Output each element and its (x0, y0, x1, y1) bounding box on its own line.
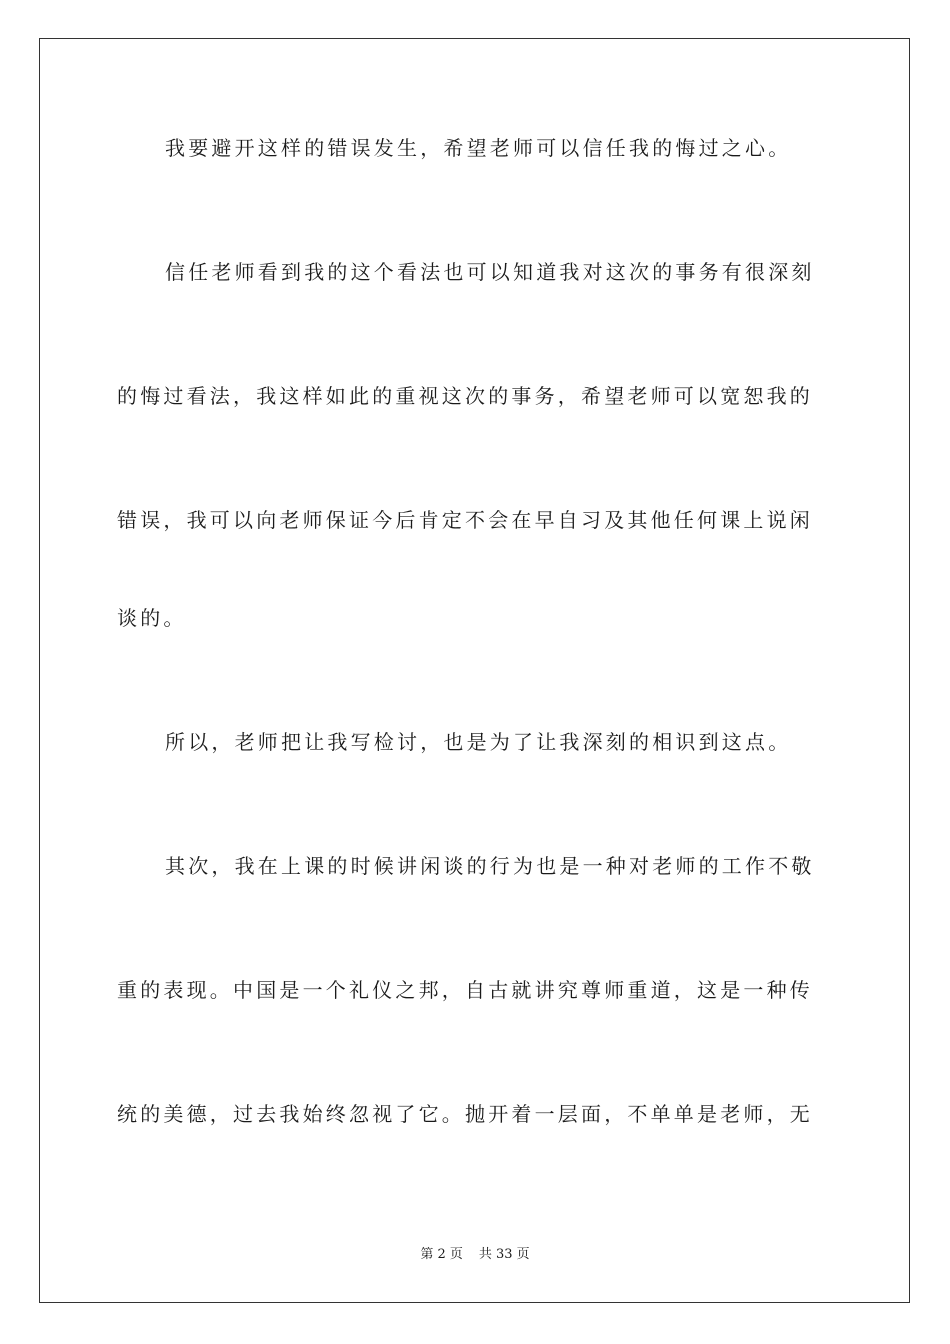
page-footer (0, 1246, 950, 1264)
text-line-4: 错误，我可以向老师保证今后肯定不会在早自习及其他任何课上说闲 (117, 508, 813, 532)
text-line-3: 的悔过看法，我这样如此的重视这次的事务，希望老师可以宽恕我的 (117, 384, 813, 408)
text-line-8: 重的表现。中国是一个礼仪之邦，自古就讲究尊师重道，这是一种传 (117, 978, 813, 1002)
text-line-9: 统的美德，过去我始终忽视了它。抛开着一层面，不单单是老师，无 (117, 1102, 813, 1126)
page-total: 共 33 页 (478, 1247, 530, 1262)
text-line-5: 谈的。 (117, 606, 187, 630)
text-line-2: 信任老师看到我的这个看法也可以知道我对这次的事务有很深刻 (165, 260, 815, 284)
page-number: 第 2 页 (420, 1247, 463, 1262)
text-line-6: 所以，老师把让我写检讨，也是为了让我深刻的相识到这点。 (165, 730, 792, 754)
text-line-1: 我要避开这样的错误发生，希望老师可以信任我的悔过之心。 (165, 136, 792, 160)
text-line-7: 其次，我在上课的时候讲闲谈的行为也是一种对老师的工作不敬 (165, 854, 815, 878)
